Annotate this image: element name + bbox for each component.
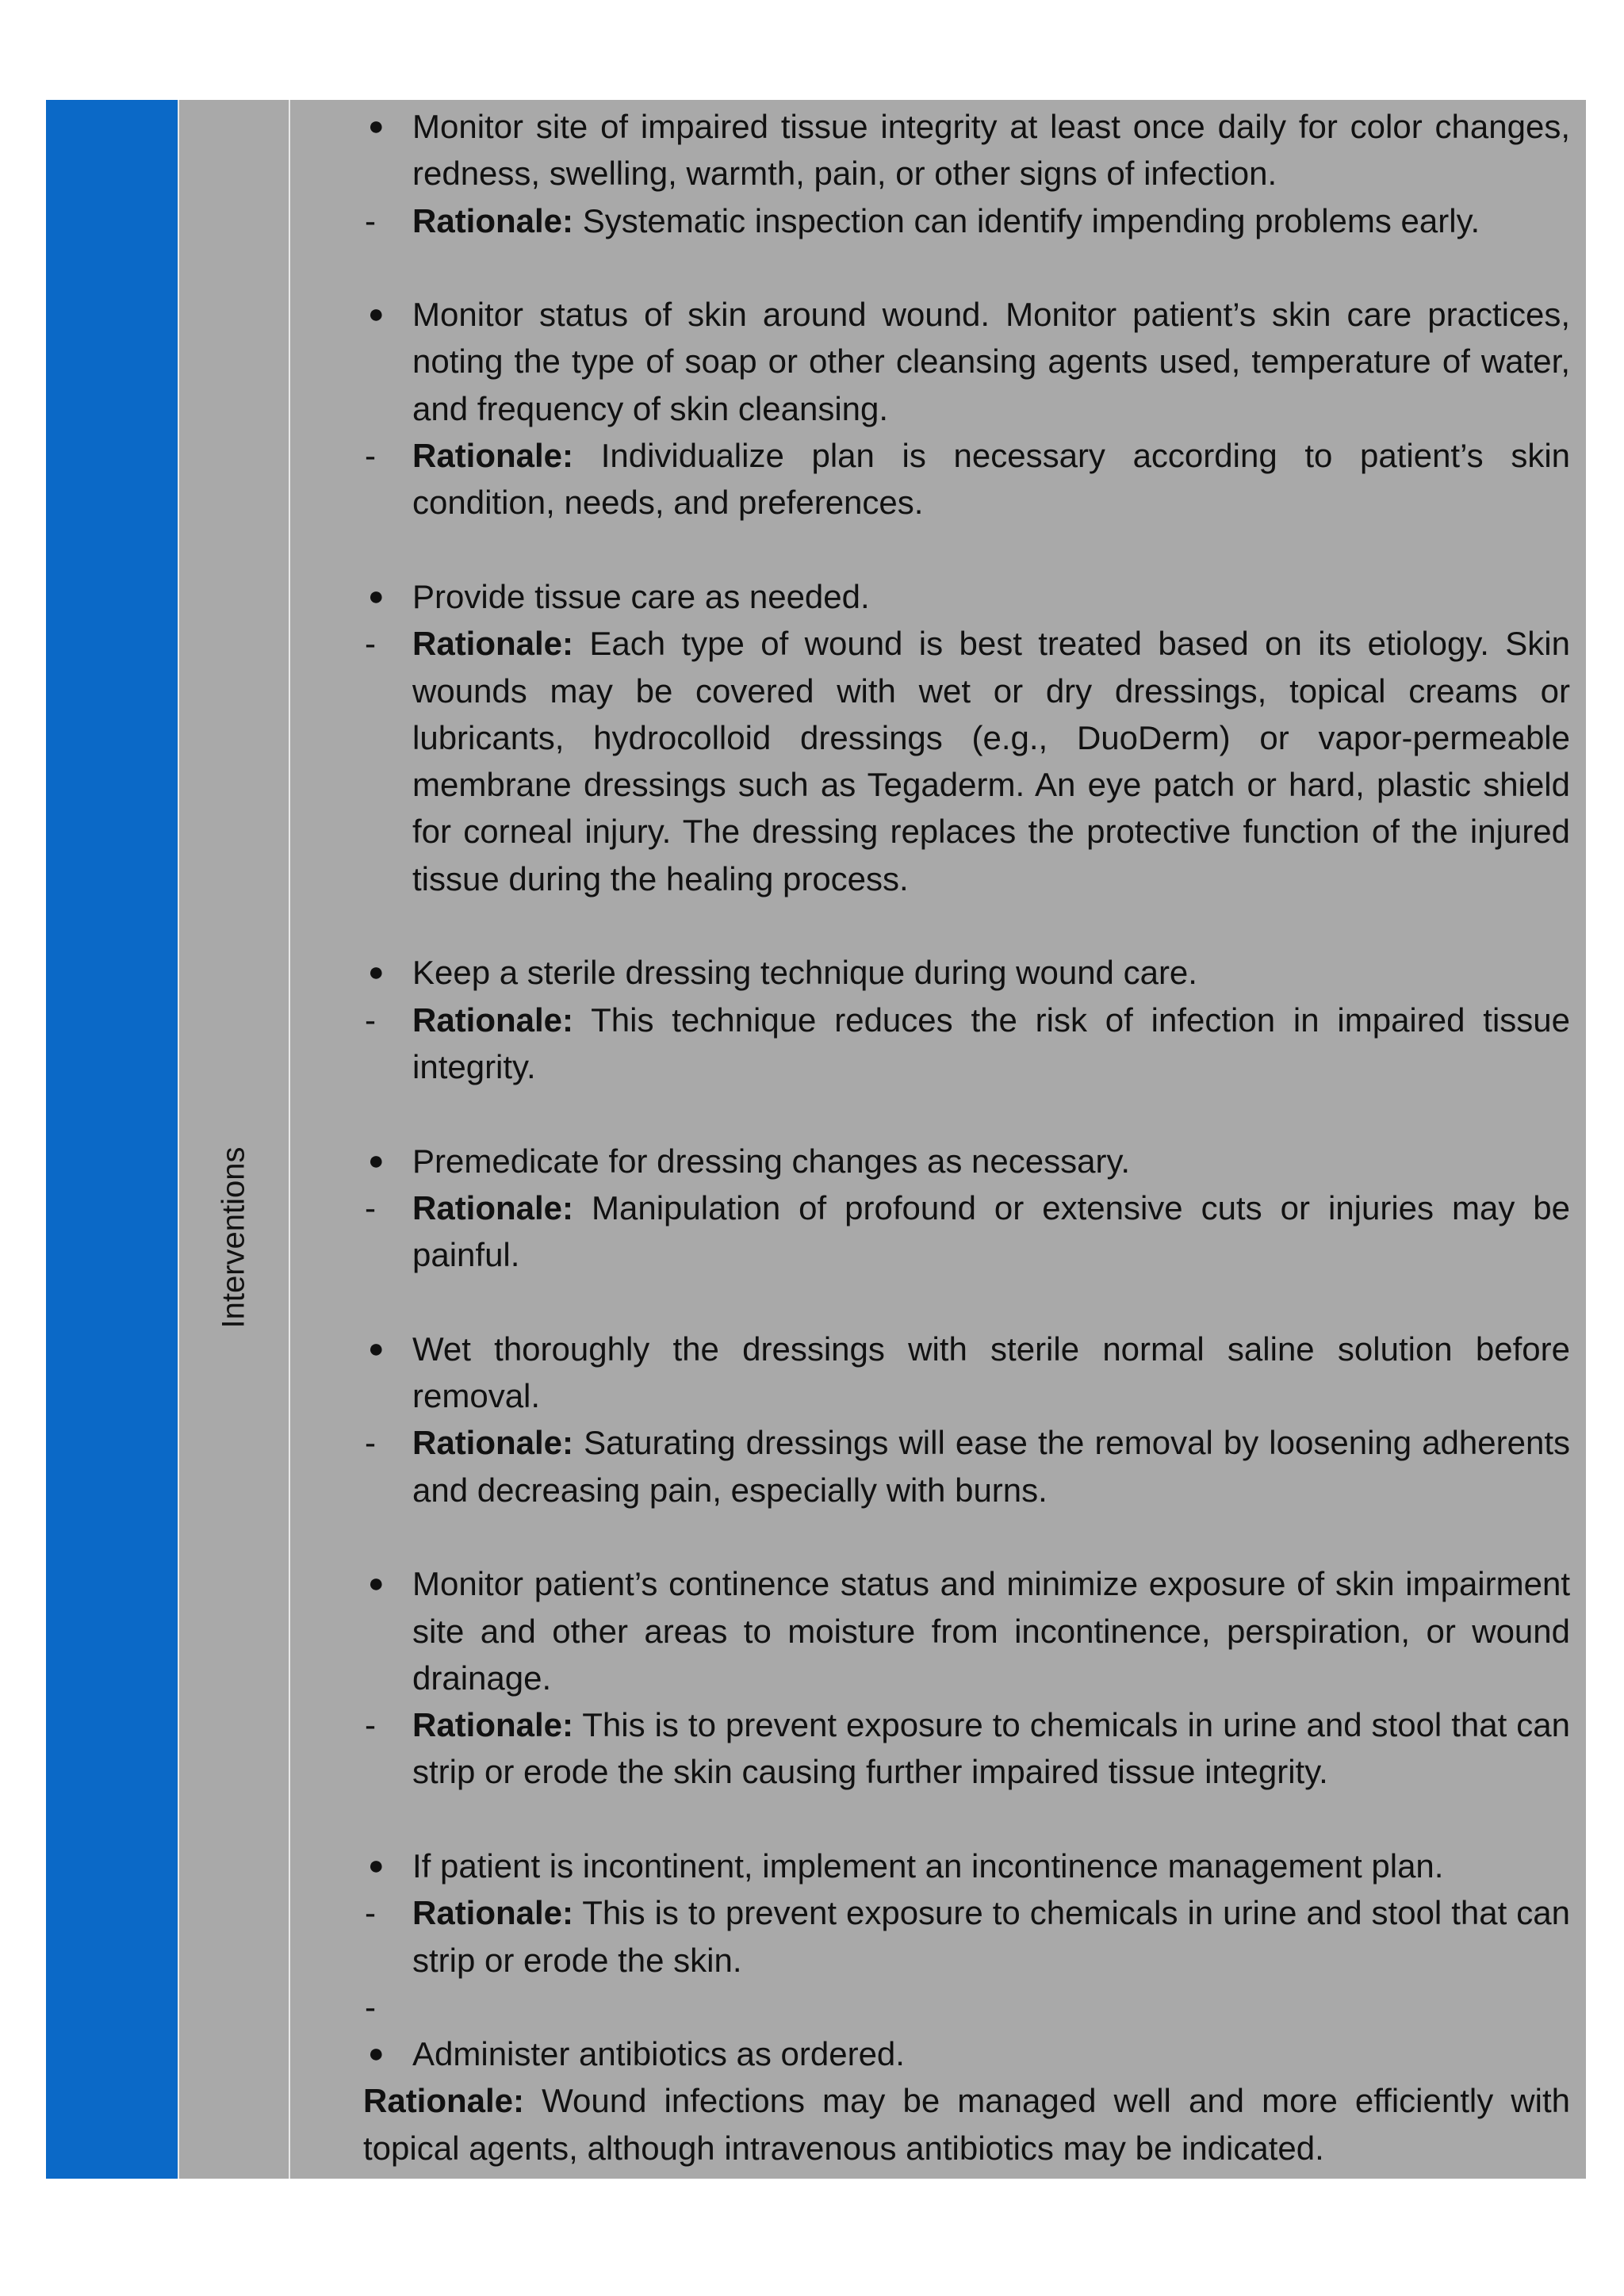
intervention-text-line <box>363 1560 1570 1701</box>
intervention-text: Provide tissue care as needed. <box>412 577 870 615</box>
rationale-line <box>363 432 1570 526</box>
intervention-text-line <box>363 1326 1570 1420</box>
intervention-item <box>363 1138 1570 1279</box>
rationale-text: Each type of wound is best treated based on its etiology. Skin wounds may be covered with wet or dry dressings, topical creams or lubricants, hydrocolloid dressings (e.g., DuoDerm) or vapor-permeable membrane dressings such as Tegaderm. An eye patch or hard, plastic shield for corneal injury. The dressing replaces the protective function of the injured tissue during the healing process. <box>412 625 1570 897</box>
rationale-label: Rationale: <box>412 1188 574 1226</box>
bullet-marker: ● <box>368 1333 385 1364</box>
bullet-marker: ● <box>368 299 385 330</box>
bullet-marker: ● <box>368 1850 385 1881</box>
rationale-text: This technique reduces the risk of infection in impaired tissue integrity. <box>412 1001 1570 1085</box>
intervention-text-line <box>363 1138 1570 1184</box>
dash-marker: - <box>365 625 376 663</box>
rationale-text: Individualize plan is necessary according to patient’s skin condition, needs, and preferences. <box>412 437 1571 522</box>
spacer <box>363 1513 1570 1560</box>
rationale-label: Rationale: <box>412 1894 574 1932</box>
intervention-text-line <box>363 949 1570 996</box>
blue-side-band <box>46 100 179 2179</box>
final-intervention-line <box>363 2030 1570 2077</box>
rationale-label: Rationale: <box>412 1001 574 1039</box>
bullet-marker: ● <box>368 2038 385 2069</box>
spacer <box>363 526 1570 573</box>
rationale-label: Rationale: <box>412 437 574 475</box>
dash-marker: - <box>365 1706 376 1744</box>
rationale-line <box>363 1184 1570 1279</box>
rationale-line <box>363 1889 1570 1984</box>
rationale-line <box>363 197 1570 244</box>
spacer <box>363 1796 1570 1843</box>
rationale-text: This is to prevent exposure to chemicals in urine and stool that can strip or erode the skin. <box>412 1894 1570 1979</box>
final-rationale-line <box>363 2077 1570 2172</box>
dash-marker: - <box>365 1424 376 1462</box>
intervention-text: Monitor site of impaired tissue integrity at least once daily for color changes, redness, swelling, warmth, pain, or other signs of infection. <box>412 108 1570 193</box>
dash-marker: - <box>365 1001 376 1039</box>
empty-dash-line <box>363 1984 1570 2030</box>
intervention-text: Monitor patient’s continence status and minimize exposure of skin impairment site and other areas to moisture from incontinence, perspiration, or wound drainage. <box>412 1565 1570 1697</box>
intervention-text: Keep a sterile dressing technique during wound care. <box>412 954 1197 992</box>
interventions-table <box>46 100 1586 2179</box>
bullet-marker: ● <box>368 580 385 611</box>
intervention-item <box>363 1560 1570 1795</box>
spacer <box>363 1278 1570 1325</box>
intervention-item <box>363 1326 1570 1513</box>
rationale-label: Rationale: <box>412 625 574 663</box>
bullet-marker: ● <box>368 957 385 988</box>
intervention-text: Wet thoroughly the dressings with sterile normal saline solution before removal. <box>412 1330 1570 1415</box>
intervention-text: Monitor status of skin around wound. Monitor patient’s skin care practices, noting the type of soap or other cleansing agents used, temperature of water, and frequency of skin cleansing. <box>412 296 1570 427</box>
rationale-line <box>363 1701 1570 1796</box>
rationale-line <box>363 1419 1570 1513</box>
intervention-item <box>363 573 1570 902</box>
dash-marker: - <box>365 437 376 475</box>
dash-marker: - <box>365 1188 376 1226</box>
intervention-text-line <box>363 103 1570 197</box>
final-rationale-text: Wound infections may be managed well and more efficiently with topical agents, although intravenous antibiotics may be indicated. <box>363 2082 1570 2167</box>
bullet-marker: ● <box>368 111 385 141</box>
spacer <box>363 1090 1570 1137</box>
spacer <box>363 244 1570 291</box>
bullet-marker: ● <box>368 1568 385 1599</box>
intervention-text-line <box>363 573 1570 620</box>
section-label: Interventions <box>216 1146 251 1329</box>
interventions-content <box>290 100 1586 2179</box>
rationale-line <box>363 620 1570 902</box>
rationale-label: Rationale: <box>412 1706 574 1744</box>
spacer <box>363 902 1570 949</box>
intervention-item <box>363 949 1570 1090</box>
rationale-text: Manipulation of profound or extensive cuts or injuries may be painful. <box>412 1188 1571 1274</box>
dash-marker: - <box>365 1988 376 2026</box>
rationale-text: Systematic inspection can identify impending problems early. <box>582 201 1480 239</box>
rationale-label: Rationale: <box>412 201 574 239</box>
final-intervention-text: Administer antibiotics as ordered. <box>412 2035 905 2073</box>
rationale-label: Rationale: <box>412 1424 574 1462</box>
section-label-cell <box>179 100 290 2179</box>
intervention-item <box>363 291 1570 526</box>
rationale-line <box>363 997 1570 1091</box>
intervention-text: Premedicate for dressing changes as necessary. <box>412 1142 1131 1180</box>
intervention-text-line <box>363 1843 1570 1889</box>
dash-marker: - <box>365 1894 376 1932</box>
dash-marker: - <box>365 201 376 239</box>
intervention-text-line <box>363 291 1570 432</box>
rationale-text: Saturating dressings will ease the removal by loosening adherents and decreasing pain, especially with burns. <box>412 1424 1570 1509</box>
rationale-label: Rationale: <box>363 2082 525 2120</box>
intervention-item <box>363 103 1570 244</box>
intervention-text: If patient is incontinent, implement an incontinence management plan. <box>412 1846 1444 1885</box>
intervention-item <box>363 1843 1570 1984</box>
rationale-text: This is to prevent exposure to chemicals in urine and stool that can strip or erode the skin causing further impaired tissue integrity. <box>412 1706 1570 1791</box>
bullet-marker: ● <box>368 1145 385 1176</box>
